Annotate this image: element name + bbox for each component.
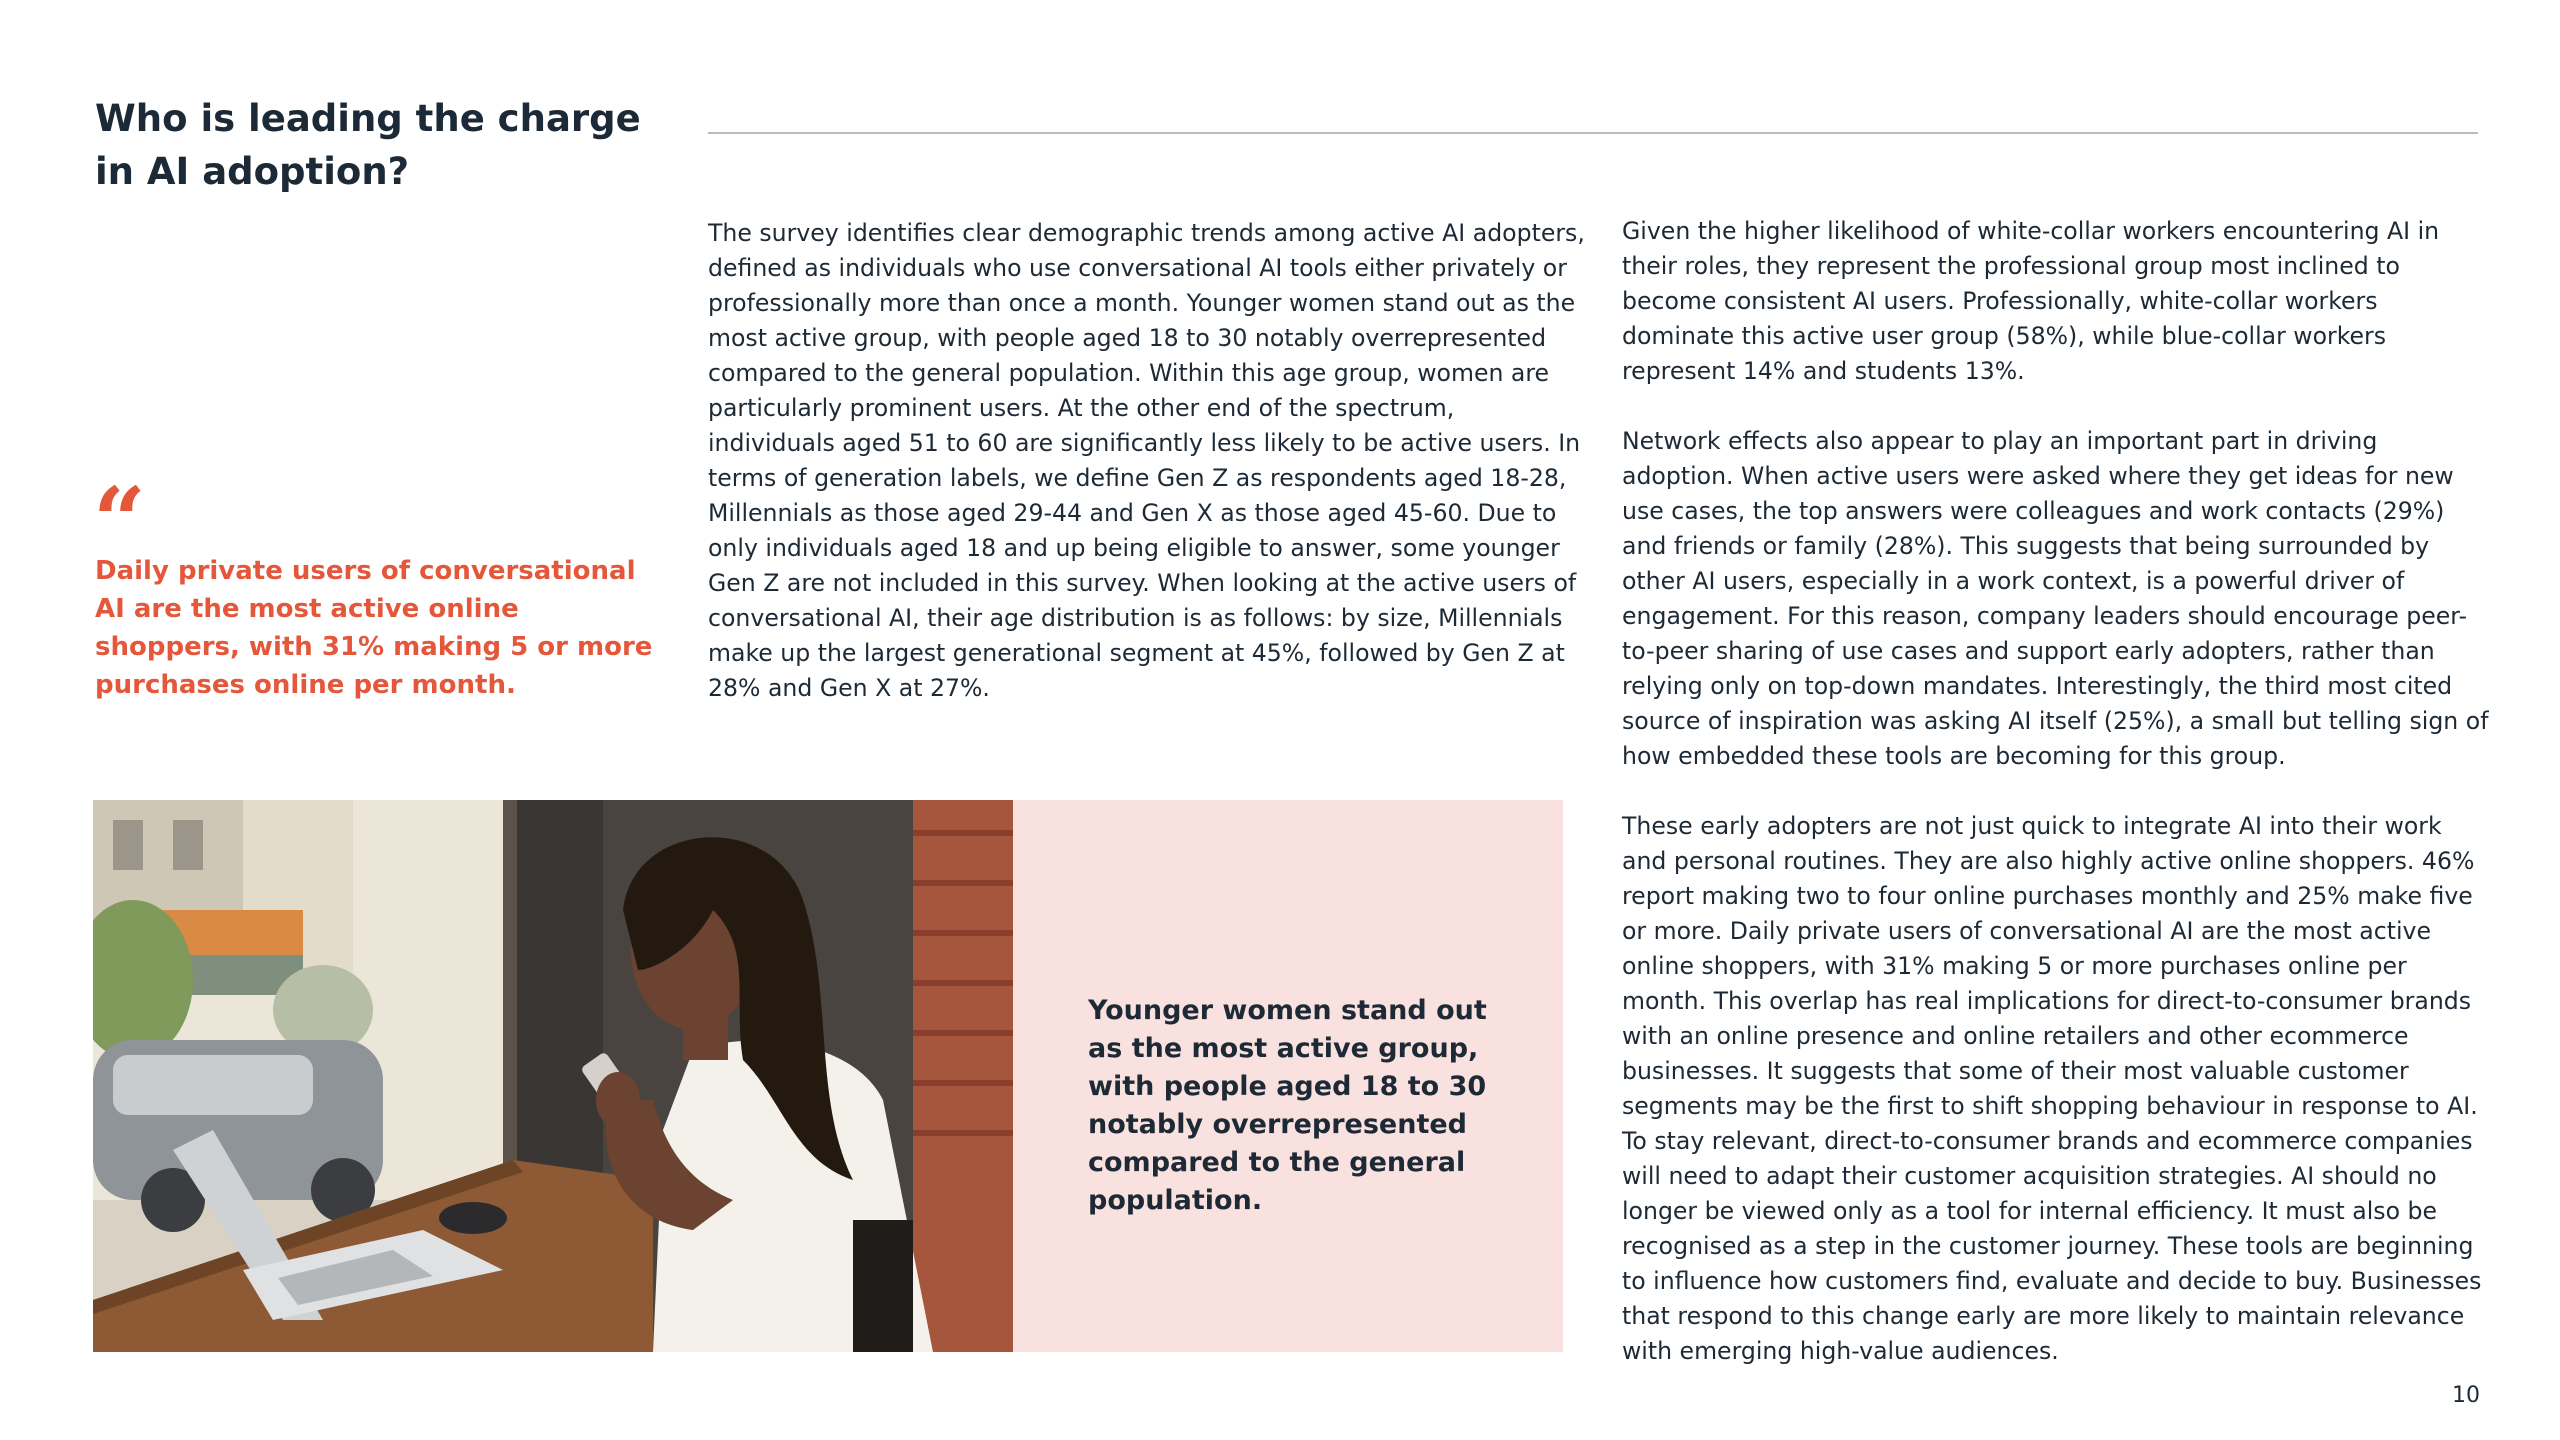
body-column-left: The survey identifies clear demographic trends among active AI adopters, defined as individuals who use conversational AI tools either privately or professionally more than once a month. Younger women stand out as the most active group, with people aged 18 to 30 notably overrepresented compared to the general population. Within this age group, women are particularly prominent users. At the other end of the spectrum, individuals aged 51 to 60 are significantly less likely to be active users. In terms of generation labels, we define Gen Z as respondents aged 18-28, Millennials as those aged 29-44 and Gen X as those aged 45-60. Due to only individuals aged 18 and up being eligible to answer, some younger Gen Z are not included in this survey. When looking at the active users of conversational AI, their age distribution is as follows: by size, Millennials make up the largest generational segment at 45%, followed by Gen Z at 28% and Gen X at 27%.	[708, 219, 1585, 702]
quote-mark-icon: “	[93, 467, 146, 575]
page-title: Who is leading the charge in AI adoption?	[95, 97, 641, 193]
photo-woman-with-phone	[93, 800, 1013, 1352]
pull-quote: Daily private users of conversational AI are the most active online shoppers, with 31% making 5 or more purchases online per month.	[95, 556, 653, 700]
paragraph-network-effects: Network effects also appear to play an important part in driving adoption. When active users were asked where they get ideas for new use cases, the top answers were colleagues and work contacts (29%) and friends or family (28%). This suggests that being surrounded by other AI users, especially in a work context, is a powerful driver of engagement. For this reason, company leaders should encourage peer-to-peer sharing of use cases and support early adopters, rather than relying only on top-down mandates. Interestingly, the third most cited source of inspiration was asking AI itself (25%), a small but telling sign of how embedded these tools are becoming for this group.	[1622, 427, 2489, 770]
paragraph-online-shoppers: These early adopters are not just quick to integrate AI into their work and personal routines. They are also highly active online shoppers. 46% report making two to four online purchases monthly and 25% make five or more. Daily private users of conversational AI are the most active online shoppers, with 31% making 5 or more purchases online per month. This overlap has real implications for direct-to-consumer brands with an online presence and online retailers and other ecommerce businesses. It suggests that some of their most valuable customer segments may be the first to shift shopping behaviour in response to AI. To stay relevant, direct-to-consumer brands and ecommerce companies will need to adapt their customer acquisition strategies. AI should no longer be viewed only as a tool for internal efficiency. It must also be recognised as a step in the customer journey. These tools are beginning to influence how customers find, evaluate and decide to buy. Businesses that respond to this change early are more likely to maintain relevance with emerging high-value audiences.	[1622, 812, 2482, 1365]
header-divider	[708, 132, 2478, 134]
page-number: 10	[2452, 1383, 2480, 1408]
paragraph-white-collar: Given the higher likelihood of white-collar workers encountering AI in their roles, they represent the professional group most inclined to become consistent AI users. Professionally, white-collar workers dominate this active user group (58%), while blue-collar workers represent 14% and students 13%.	[1622, 217, 2440, 385]
body-column-right	[1622, 214, 2492, 1404]
callout-text: Younger women stand out as the most active group, with people aged 18 to 30 notably overrepresented compared to the general population.	[1088, 995, 1487, 1216]
callout-box	[1013, 800, 1563, 1352]
